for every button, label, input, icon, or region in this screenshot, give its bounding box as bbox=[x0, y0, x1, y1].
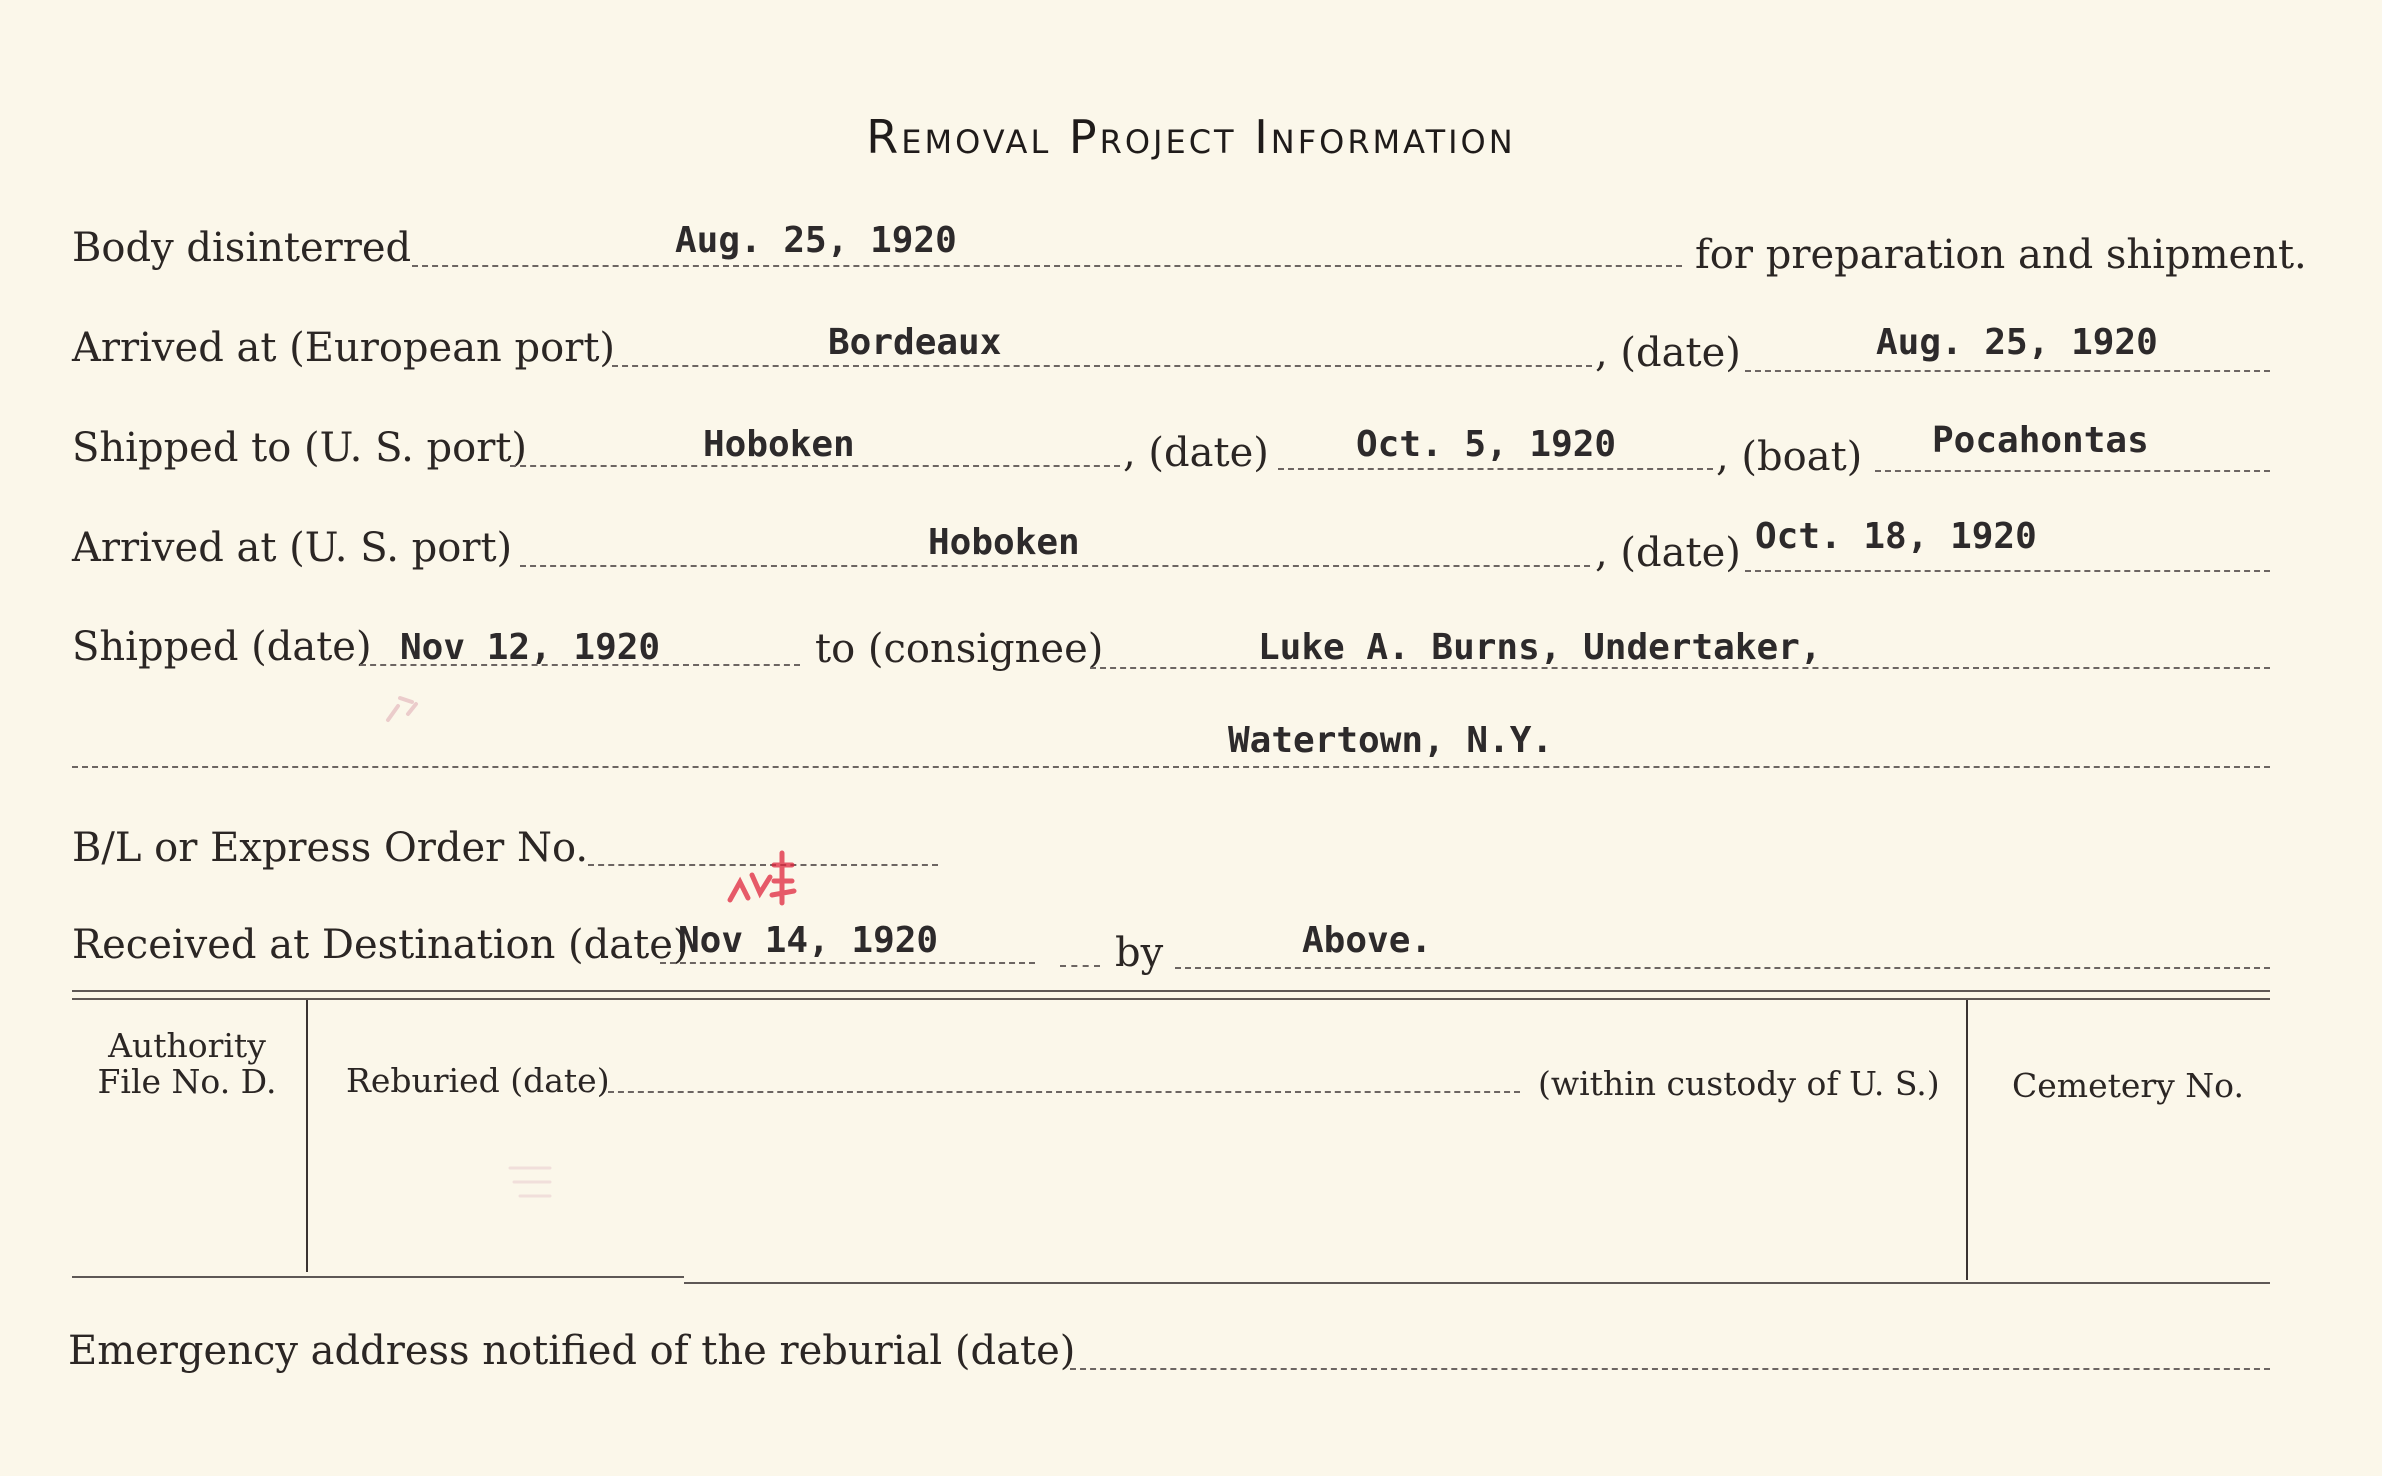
shipped-to-us-boat-label: , (boat) bbox=[1716, 434, 1863, 480]
shipped-to-us-date: Oct. 5, 1920 bbox=[1356, 424, 1617, 465]
table-bottom-rule-right bbox=[684, 1282, 2270, 1284]
reburied-label: Reburied (date) bbox=[346, 1061, 610, 1100]
consignee-value-line1: Luke A. Burns, Undertaker, bbox=[1258, 627, 1822, 668]
shipped-to-us-label: Shipped to (U. S. port) bbox=[72, 425, 527, 471]
arrived-european-date: Aug. 25, 1920 bbox=[1876, 322, 2158, 363]
body-disinterred-label: Body disinterred bbox=[72, 225, 412, 271]
arrived-european-date-label: , (date) bbox=[1595, 330, 1741, 376]
shipped-to-us-date-line bbox=[1278, 468, 1713, 470]
authority-label bbox=[72, 1028, 302, 1100]
consignee-value-line2: Watertown, N.Y. bbox=[1228, 720, 1554, 761]
arrived-us-port: Hoboken bbox=[928, 522, 1080, 563]
emergency-label: Emergency address notified of the reburial (date) bbox=[68, 1328, 1076, 1374]
shipped-to-us-port-line bbox=[510, 465, 1120, 467]
arrived-us-date-label: , (date) bbox=[1595, 530, 1741, 576]
arrived-us-port-line bbox=[520, 565, 1590, 567]
shipped-date-label: Shipped (date) bbox=[72, 624, 372, 670]
shipped-to-us-boat-line bbox=[1875, 470, 2270, 472]
arrived-european-port: Bordeaux bbox=[828, 322, 1002, 363]
reburied-line bbox=[608, 1091, 1520, 1093]
body-disinterred-line bbox=[412, 265, 1682, 267]
table-top-rule-2 bbox=[72, 998, 2270, 1000]
received-by-value: Above. bbox=[1302, 920, 1433, 961]
arrived-us-date-line bbox=[1745, 570, 2270, 572]
authority-label-line2: File No. D. bbox=[97, 1062, 277, 1101]
custody-label: (within custody of U. S.) bbox=[1538, 1064, 1940, 1103]
table-bottom-rule-left bbox=[72, 1276, 684, 1278]
table-top-rule-1 bbox=[72, 990, 2270, 992]
arrived-european-port-line bbox=[612, 365, 1592, 367]
received-date-value: Nov 14, 1920 bbox=[678, 920, 939, 961]
received-date-line bbox=[660, 962, 1035, 964]
cemetery-label: Cemetery No. bbox=[2012, 1066, 2244, 1105]
arrived-us-label: Arrived at (U. S. port) bbox=[72, 525, 513, 571]
emergency-line bbox=[1070, 1368, 2270, 1370]
arrived-european-date-line bbox=[1745, 370, 2270, 372]
table-divider-right bbox=[1966, 1000, 1968, 1280]
bl-order-label: B/L or Express Order No. bbox=[72, 825, 589, 871]
consignee-line-2 bbox=[72, 766, 2270, 768]
arrived-european-label: Arrived at (European port) bbox=[72, 325, 616, 371]
received-by-lead-line bbox=[1060, 965, 1100, 967]
consignee-label: to (consignee) bbox=[815, 626, 1104, 672]
shipped-date-value: Nov 12, 1920 bbox=[400, 627, 661, 668]
shipped-to-us-boat: Pocahontas bbox=[1932, 420, 2149, 461]
faint-stamp-mark bbox=[378, 680, 448, 740]
body-disinterred-value: Aug. 25, 1920 bbox=[675, 220, 957, 261]
received-label: Received at Destination (date) bbox=[72, 922, 689, 968]
table-divider-left bbox=[306, 1000, 308, 1272]
faint-stamp-mark-2 bbox=[500, 1148, 580, 1208]
arrived-us-date: Oct. 18, 1920 bbox=[1755, 516, 2037, 557]
received-by-line bbox=[1175, 967, 2270, 969]
received-by-label: by bbox=[1115, 930, 1164, 976]
authority-label-line1: Authority bbox=[108, 1026, 266, 1065]
red-stamp-mark bbox=[700, 845, 820, 925]
body-disinterred-suffix: for preparation and shipment. bbox=[1695, 232, 2307, 278]
card-title: Removal Project Information bbox=[866, 110, 1516, 164]
shipped-to-us-port: Hoboken bbox=[703, 424, 855, 465]
shipped-to-us-date-label: , (date) bbox=[1123, 430, 1269, 476]
